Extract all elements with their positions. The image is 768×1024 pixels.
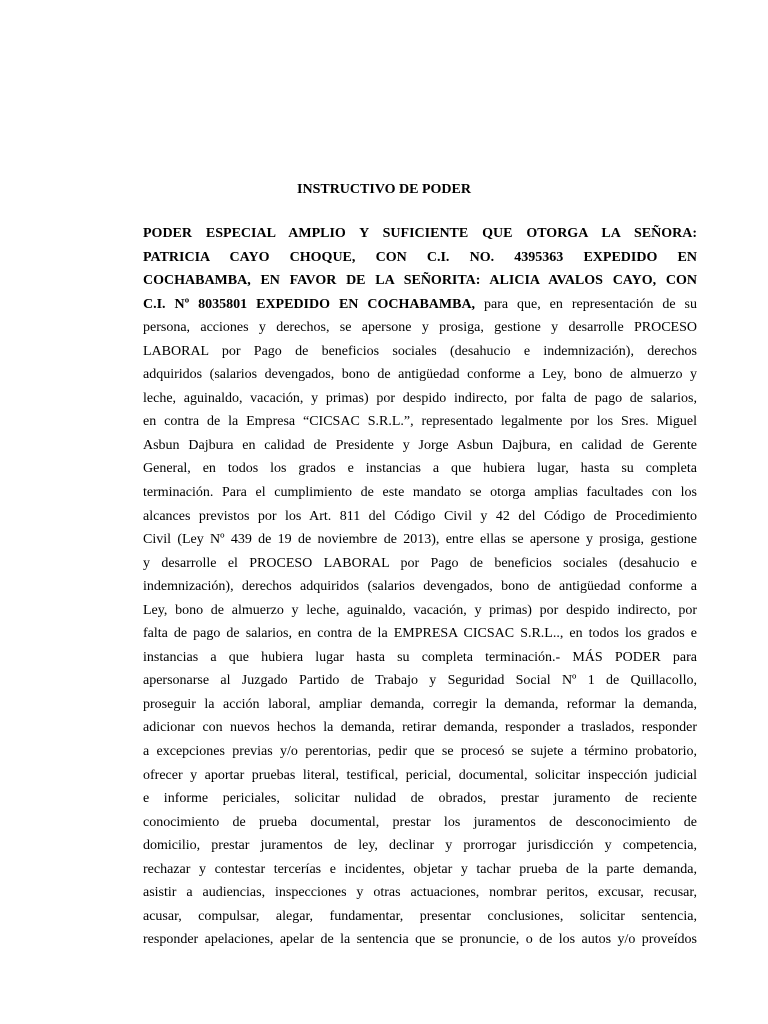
text-line: responder apelaciones, apelar de la sentencia que se pronuncie, o de los autos y/o proveídos xyxy=(143,932,697,948)
text-line: leche, aguinaldo, vacación, y primas) por despido indirecto, por falta de pago de salarios, xyxy=(143,390,697,406)
text-line: y desarrolle el PROCESO LABORAL por Pago de beneficios sociales (desahucio e xyxy=(143,555,697,571)
mixed-line-bold: C.I. Nº 8035801 EXPEDIDO EN COCHABAMBA, xyxy=(143,296,476,312)
mixed-line xyxy=(143,295,697,319)
text-line: alcances previstos por los Art. 811 del Código Civil y 42 del Código de Procedimiento xyxy=(143,508,697,524)
bold-line: COCHABAMBA, EN FAVOR DE LA SEÑORITA: ALICIA AVALOS CAYO, CON xyxy=(143,273,697,289)
text-line: instancias a que hubiera lugar hasta su completa terminación.- MÁS PODER para xyxy=(143,649,697,665)
document-title: INSTRUCTIVO DE PODER xyxy=(297,182,471,197)
text-line: proseguir la acción laboral, ampliar demanda, corregir la demanda, reformar la demanda, xyxy=(143,696,697,712)
text-line: apersonarse al Juzgado Partido de Trabajo y Seguridad Social Nº 1 de Quillacollo, xyxy=(143,673,697,689)
text-line: acusar, compulsar, alegar, fundamentar, presentar conclusiones, solicitar sentencia, xyxy=(143,908,697,924)
text-line: asistir a audiencias, inspecciones y otras actuaciones, nombrar peritos, excusar, recusar, xyxy=(143,885,697,901)
text-line: a excepciones previas y/o perentorias, pedir que se procesó se sujete a término probatorio, xyxy=(143,744,697,760)
bold-line: PODER ESPECIAL AMPLIO Y SUFICIENTE QUE OTORGA LA SEÑORA: xyxy=(143,226,697,241)
bold-line: PATRICIA CAYO CHOQUE, CON C.I. NO. 4395363 EXPEDIDO EN xyxy=(143,249,697,265)
text-line: falta de pago de salarios, en contra de la EMPRESA CICSAC S.R.L.., en todos los grados e xyxy=(143,626,697,642)
text-line: adicionar con nuevos hechos la demanda, retirar demanda, responder a traslados, responder xyxy=(143,720,697,736)
text-line: persona, acciones y derechos, se apersone y prosiga, gestione y desarrolle PROCESO xyxy=(143,320,697,336)
text-line: conocimiento de prueba documental, prestar los juramentos de desconocimiento de xyxy=(143,814,697,830)
body-lines xyxy=(143,318,697,954)
text-line: LABORAL por Pago de beneficios sociales (desahucio e indemnización), derechos xyxy=(143,343,697,359)
text-line: Civil (Ley Nº 439 de 19 de noviembre de 2013), entre ellas se apersone y prosiga, gestione xyxy=(143,532,697,548)
text-line: indemnización), derechos adquiridos (salarios devengados, bono de antigüedad conforme a xyxy=(143,579,697,595)
document-body xyxy=(143,224,697,954)
text-line: terminación. Para el cumplimiento de este mandato se otorga amplias facultades con los xyxy=(143,485,697,501)
text-line: Asbun Dajbura en calidad de Presidente y Jorge Asbun Dajbura, en calidad de Gerente xyxy=(143,437,697,453)
text-line: rechazar y contestar tercerías e incidentes, objetar y tachar prueba de la parte demanda, xyxy=(143,861,697,877)
text-line: General, en todos los grados e instancias a que hubiera lugar, hasta su completa xyxy=(143,461,697,477)
text-line: adquiridos (salarios devengados, bono de antigüedad conforme a Ley, bono de almuerzo y xyxy=(143,367,697,383)
text-line: e informe periciales, solicitar nulidad de obrados, prestar juramento de reciente xyxy=(143,791,697,807)
text-line: Ley, bono de almuerzo y leche, aguinaldo, vacación, y primas) por despido indirecto, por xyxy=(143,602,697,618)
text-line: domicilio, prestar juramentos de ley, declinar y prorrogar jurisdicción y competencia, xyxy=(143,838,697,854)
text-line: en contra de la Empresa “CICSAC S.R.L.”, representado legalmente por los Sres. Miguel xyxy=(143,414,697,430)
text-line: ofrecer y aportar pruebas literal, testifical, pericial, documental, solicitar inspección judicial xyxy=(143,767,697,783)
mixed-line-regular: para que, en representación de su xyxy=(475,296,697,312)
